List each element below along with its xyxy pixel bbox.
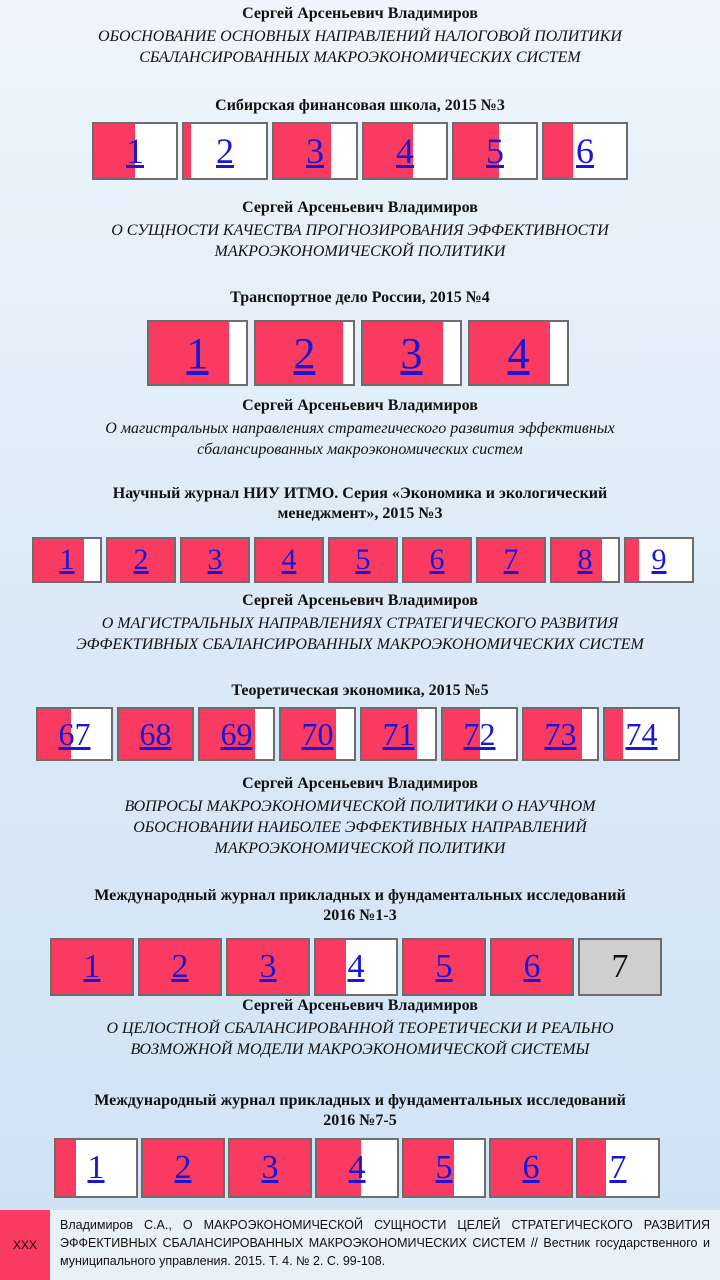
- page-number[interactable]: 2: [293, 328, 316, 378]
- article-title-line: ВОЗМОЖНОЙ МОДЕЛИ МАКРОЭКОНОМИЧЕСКОЙ СИСТЕМЫ: [130, 1041, 590, 1058]
- page-link-6[interactable]: [490, 938, 574, 996]
- page-number[interactable]: 5: [435, 1149, 453, 1186]
- page-number[interactable]: 5: [486, 131, 504, 171]
- page-links-row: [54, 1138, 660, 1198]
- page-number[interactable]: 1: [186, 328, 209, 378]
- page-link-5[interactable]: [402, 1138, 486, 1198]
- page-number[interactable]: 3: [207, 543, 223, 576]
- journal-name-line: Транспортное дело России, 2015 №4: [230, 289, 490, 306]
- journal-name-line: менеджмент», 2015 №3: [277, 505, 443, 522]
- page-link-1[interactable]: [147, 320, 248, 386]
- article-title: [0, 1018, 720, 1060]
- page-number[interactable]: 5: [435, 948, 453, 985]
- page-links-row: [50, 938, 662, 996]
- page-link-8[interactable]: [550, 537, 620, 583]
- article-title-line: МАКРОЭКОНОМИЧЕСКОЙ ПОЛИТИКИ: [214, 840, 506, 857]
- page-link-3[interactable]: [272, 122, 358, 180]
- page-link-2[interactable]: [254, 320, 355, 386]
- article-title-line: ВОПРОСЫ МАКРОЭКОНОМИЧЕСКОЙ ПОЛИТИКИ О НАУЧНОМ: [124, 798, 596, 815]
- page-link-7[interactable]: [576, 1138, 660, 1198]
- article-title-line: О СУЩНОСТИ КАЧЕСТВА ПРОГНОЗИРОВАНИЯ ЭФФЕКТИВНОСТИ: [111, 222, 609, 239]
- article-author: Сергей Арсеньевич Владимиров: [242, 592, 478, 609]
- page-number[interactable]: 71: [382, 715, 415, 752]
- page-link-73[interactable]: [522, 707, 599, 761]
- journal-name-line: 2016 №7-5: [323, 1112, 397, 1129]
- page-number[interactable]: 2: [171, 948, 189, 985]
- journal-name-line: Теоретическая экономика, 2015 №5: [231, 682, 489, 699]
- page-link-3[interactable]: [180, 537, 250, 583]
- page-number[interactable]: 3: [306, 131, 324, 171]
- page-link-5[interactable]: [328, 537, 398, 583]
- article-author: Сергей Арсеньевич Владимиров: [242, 997, 478, 1014]
- page-number[interactable]: 1: [87, 1149, 105, 1186]
- page-link-70[interactable]: [279, 707, 356, 761]
- page-number[interactable]: 72: [463, 715, 496, 752]
- page-link-3[interactable]: [226, 938, 310, 996]
- page-fill-indicator: [544, 124, 573, 178]
- page-number[interactable]: 1: [126, 131, 144, 171]
- article-title-line: СБАЛАНСИРОВАННЫХ МАКРОЭКОНОМИЧЕСКИХ СИСТЕМ: [139, 49, 581, 66]
- page-fill-indicator: [578, 1140, 606, 1196]
- page-link-4[interactable]: [314, 938, 398, 996]
- footer-badge: XXX: [0, 1210, 50, 1280]
- page-fill-indicator: [56, 1140, 76, 1196]
- page-link-71[interactable]: [360, 707, 437, 761]
- page-number[interactable]: 5: [355, 543, 371, 576]
- article-title-line: ОБОСНОВАНИЕ ОСНОВНЫХ НАПРАВЛЕНИЙ НАЛОГОВОЙ ПОЛИТИКИ: [98, 28, 622, 45]
- page-link-6[interactable]: [402, 537, 472, 583]
- article-title-line: О МАГИСТРАЛЬНЫХ НАПРАВЛЕНИЯХ СТРАТЕГИЧЕСКОГО РАЗВИТИЯ: [101, 615, 619, 632]
- page-link-67[interactable]: [36, 707, 113, 761]
- page-link-1[interactable]: [50, 938, 134, 996]
- page-link-5[interactable]: [402, 938, 486, 996]
- page-link-4[interactable]: [468, 320, 569, 386]
- page-number[interactable]: 3: [400, 328, 423, 378]
- page-number[interactable]: 6: [522, 1149, 540, 1186]
- page-link-4[interactable]: [362, 122, 448, 180]
- page-number[interactable]: 4: [348, 1149, 366, 1186]
- page-number[interactable]: 74: [625, 715, 658, 752]
- page-fill-indicator: [626, 539, 639, 581]
- journal-name-line: 2016 №1-3: [323, 907, 397, 924]
- article-title-line: сбалансированных макроэкономических систем: [197, 441, 523, 458]
- page-link-7[interactable]: [578, 938, 662, 996]
- journal-name-line: Сибирская финансовая школа, 2015 №3: [215, 97, 505, 114]
- page-number[interactable]: 2: [133, 543, 149, 576]
- page-number[interactable]: 68: [139, 715, 172, 752]
- article-author: Сергей Арсеньевич Владимиров: [242, 199, 478, 216]
- page-number[interactable]: 67: [58, 715, 91, 752]
- page-number[interactable]: 4: [507, 328, 530, 378]
- page-link-4[interactable]: [254, 537, 324, 583]
- page-links-row: [92, 122, 628, 180]
- page-link-9[interactable]: [624, 537, 694, 583]
- page-link-1[interactable]: [54, 1138, 138, 1198]
- journal-name: [0, 886, 720, 926]
- page-link-1[interactable]: [92, 122, 178, 180]
- page-links-row: [147, 320, 569, 386]
- journal-name: [0, 288, 720, 308]
- journal-name-line: Международный журнал прикладных и фундаментальных исследований: [94, 887, 626, 904]
- page-number[interactable]: 7: [611, 948, 629, 985]
- page-number[interactable]: 4: [396, 131, 414, 171]
- journal-name: [0, 96, 720, 116]
- page-link-2[interactable]: [138, 938, 222, 996]
- article-title-line: ЭФФЕКТИВНЫХ СБАЛАНСИРОВАННЫХ МАКРОЭКОНОМИЧЕСКИХ СИСТЕМ: [76, 636, 644, 653]
- article-title: [0, 26, 720, 68]
- article-author: Сергей Арсеньевич Владимиров: [242, 775, 478, 792]
- page-links-row: [32, 537, 694, 583]
- article-title: [0, 220, 720, 262]
- page-number[interactable]: 6: [576, 131, 594, 171]
- journal-name: [0, 484, 720, 524]
- article-title-line: О магистральных направлениях стратегического развития эффективных: [105, 420, 615, 437]
- page-number[interactable]: 3: [261, 1149, 279, 1186]
- page-link-74[interactable]: [603, 707, 680, 761]
- footer-reference: Владимиров С.А., О МАКРОЭКОНОМИЧЕСКОЙ СУЩНОСТИ ЦЕЛЕЙ СТРАТЕГИЧЕСКОГО РАЗВИТИЯ ЭФФЕКТИВНЫХ СБАЛАНСИРОВАННЫХ МАКРОЭКОНОМИЧЕСКИХ СИСТЕМ // Вестник государственного и муниципального управления. 2015. Т. 4. № 2. С. 99-108.: [60, 1218, 710, 1268]
- page-link-72[interactable]: [441, 707, 518, 761]
- page-number[interactable]: 4: [347, 948, 365, 985]
- page-link-3[interactable]: [361, 320, 462, 386]
- article-title: [0, 796, 720, 859]
- page-link-7[interactable]: [476, 537, 546, 583]
- page-number[interactable]: 6: [523, 948, 541, 985]
- page-number[interactable]: 4: [281, 543, 297, 576]
- journal-name: [0, 681, 720, 701]
- journal-name: [0, 1091, 720, 1131]
- page-fill-indicator: [184, 124, 191, 178]
- page-number[interactable]: 7: [503, 543, 519, 576]
- journal-name-line: Научный журнал НИУ ИТМО. Серия «Экономика и экологический: [112, 485, 608, 502]
- page-number[interactable]: 8: [577, 543, 593, 576]
- page-number[interactable]: 9: [651, 543, 667, 576]
- page-number[interactable]: 1: [83, 948, 101, 985]
- article-author: Сергей Арсеньевич Владимиров: [242, 397, 478, 414]
- page-number[interactable]: 73: [544, 715, 577, 752]
- page-number[interactable]: 1: [59, 543, 75, 576]
- article-title-line: МАКРОЭКОНОМИЧЕСКОЙ ПОЛИТИКИ: [214, 243, 506, 260]
- article-title: [0, 418, 720, 460]
- page-number[interactable]: 2: [174, 1149, 192, 1186]
- page-number[interactable]: 69: [220, 715, 253, 752]
- page-number[interactable]: 3: [259, 948, 277, 985]
- page-link-6[interactable]: [489, 1138, 573, 1198]
- page-link-3[interactable]: [228, 1138, 312, 1198]
- journal-name-line: Международный журнал прикладных и фундаментальных исследований: [94, 1092, 626, 1109]
- page-fill-indicator: [316, 940, 346, 994]
- page-number[interactable]: 70: [301, 715, 334, 752]
- page-fill-indicator: [605, 709, 623, 759]
- page-link-5[interactable]: [452, 122, 538, 180]
- page-number[interactable]: 2: [216, 131, 234, 171]
- page-link-68[interactable]: [117, 707, 194, 761]
- page-link-1[interactable]: [32, 537, 102, 583]
- article-title: [0, 613, 720, 655]
- article-author: Сергей Арсеньевич Владимиров: [242, 5, 478, 22]
- page-link-2[interactable]: [141, 1138, 225, 1198]
- page-number[interactable]: 6: [429, 543, 445, 576]
- page-link-6[interactable]: [542, 122, 628, 180]
- page-link-2[interactable]: [106, 537, 176, 583]
- page-links-row: [36, 707, 680, 761]
- article-title-line: О ЦЕЛОСТНОЙ СБАЛАНСИРОВАННОЙ ТЕОРЕТИЧЕСКИ И РЕАЛЬНО: [106, 1020, 614, 1037]
- page-link-2[interactable]: [182, 122, 268, 180]
- article-title-line: ОБОСНОВАНИИ НАИБОЛЕЕ ЭФФЕКТИВНЫХ НАПРАВЛЕНИЙ: [133, 819, 587, 836]
- page-number[interactable]: 7: [609, 1149, 627, 1186]
- page-link-69[interactable]: [198, 707, 275, 761]
- page-link-4[interactable]: [315, 1138, 399, 1198]
